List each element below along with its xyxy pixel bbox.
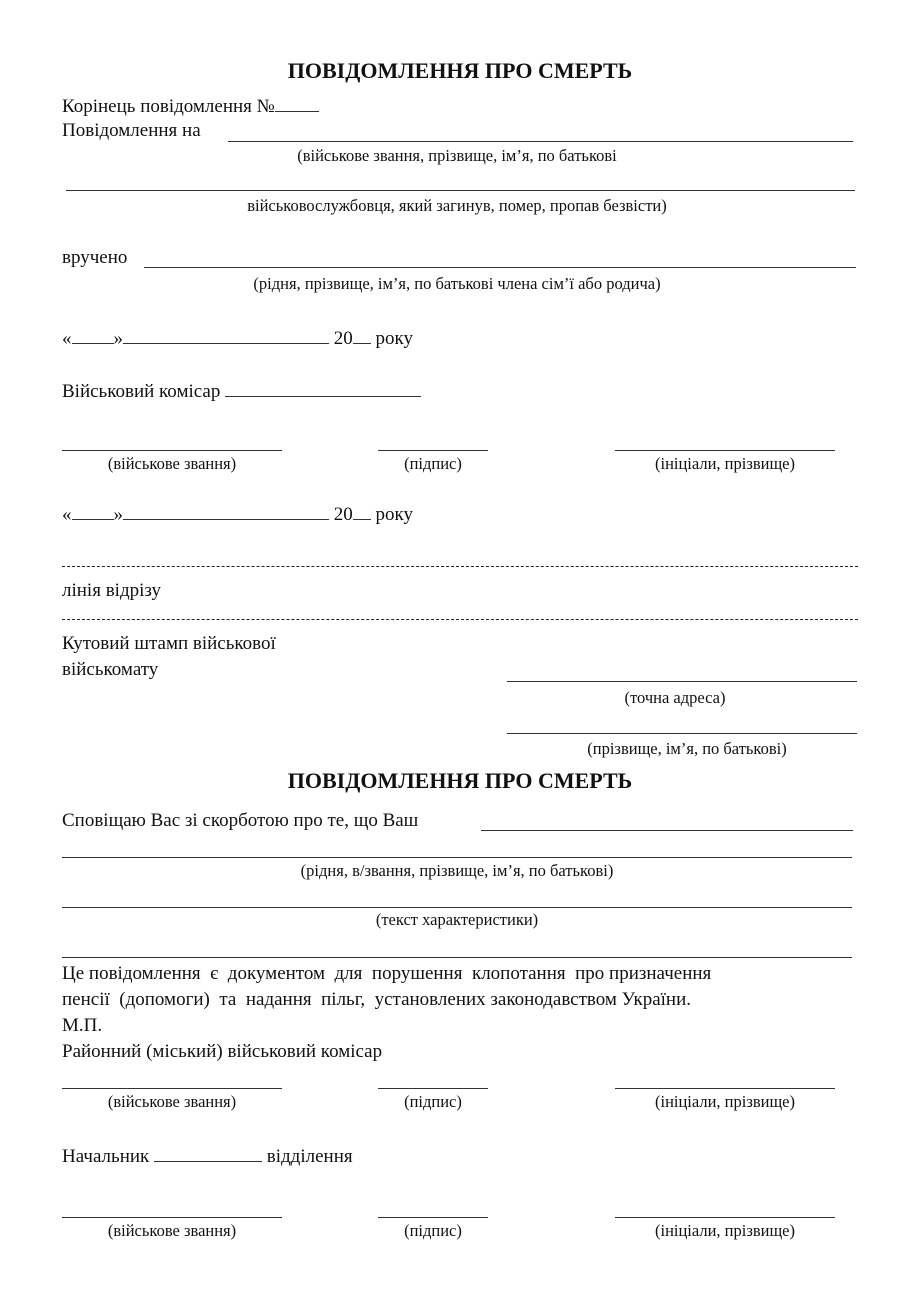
date-quote-close: »	[113, 328, 123, 349]
cut-line-top	[62, 566, 858, 567]
relative-field[interactable]	[481, 830, 853, 831]
date-year-field[interactable]	[353, 326, 371, 344]
stub-signature-field[interactable]	[378, 450, 488, 451]
stamp-label-2: військомату	[62, 659, 159, 680]
date-quote-close: »	[113, 504, 123, 525]
stub-rank-caption: (військове звання)	[107, 454, 237, 473]
commissar-row	[62, 379, 421, 403]
stub-name-field[interactable]	[615, 450, 835, 451]
date-year-suffix: року	[375, 504, 413, 525]
date-year-field[interactable]	[353, 502, 371, 520]
notice-title: ПОВІДОМЛЕННЯ ПРО СМЕРТЬ	[287, 768, 633, 793]
head-name-caption: (ініціали, прізвище)	[654, 1221, 796, 1240]
stub-name-caption: (ініціали, прізвище)	[654, 454, 796, 473]
commissar-signature-field[interactable]	[378, 1088, 488, 1089]
stub-date-row-1	[62, 326, 413, 350]
stub-number-row	[62, 94, 319, 118]
relative-caption: (рідня, в/звання, прізвище, ім’я, по батькові)	[300, 861, 614, 880]
head-department-field[interactable]	[154, 1144, 262, 1162]
head-signature-caption: (підпис)	[404, 1221, 462, 1240]
seal-label: М.П.	[62, 1015, 103, 1036]
commissar-label: Військовий комісар	[62, 381, 221, 402]
date-year-prefix: 20	[333, 328, 353, 349]
head-rank-caption: (військове звання)	[107, 1221, 237, 1240]
characteristics-field[interactable]	[62, 907, 852, 908]
stamp-label-1: Кутовий штамп військової	[62, 633, 276, 654]
legal-line-1: Це повідомлення є документом для порушення клопотання про призначення	[62, 963, 712, 984]
head-signature-field[interactable]	[378, 1217, 488, 1218]
notice-for-field-2[interactable]	[66, 190, 855, 191]
stub-date-row-2	[62, 502, 413, 526]
head-label: Начальник	[62, 1146, 150, 1167]
head-rank-field[interactable]	[62, 1217, 282, 1218]
stub-rank-field[interactable]	[62, 450, 282, 451]
date-quote-open: «	[62, 328, 72, 349]
stub-number-field[interactable]	[275, 94, 319, 112]
stub-title: ПОВІДОМЛЕННЯ ПРО СМЕРТЬ	[287, 58, 633, 83]
cut-line-label: лінія відрізу	[62, 580, 161, 601]
stub-number-label: Корінець повідомлення №	[62, 96, 275, 117]
notice-for-caption-1: (військове звання, прізвище, ім’я, по батькові	[297, 146, 617, 165]
district-commissar-label: Районний (міський) військовий комісар	[62, 1041, 383, 1062]
head-row	[62, 1144, 353, 1168]
stub-signature-caption: (підпис)	[404, 454, 462, 473]
commissar-name-caption: (ініціали, прізвище)	[654, 1092, 796, 1111]
characteristics-field-2[interactable]	[62, 957, 852, 958]
address-caption: (точна адреса)	[624, 688, 726, 707]
delivered-label: вручено	[62, 247, 128, 268]
cut-line-bottom	[62, 619, 858, 620]
address-field[interactable]	[507, 681, 857, 682]
characteristics-caption: (текст характеристики)	[375, 910, 539, 929]
delivered-caption: (рідня, прізвище, ім’я, по батькові члена сім’ї або родича)	[253, 274, 661, 293]
relative-field-2[interactable]	[62, 857, 852, 858]
recipient-caption: (прізвище, ім’я, по батькові)	[587, 739, 787, 758]
commissar-rank-field[interactable]	[62, 1088, 282, 1089]
date-month-field[interactable]	[123, 502, 329, 520]
intro-text: Сповіщаю Вас зі скорботою про те, що Ваш	[62, 810, 419, 831]
department-label: відділення	[266, 1146, 353, 1167]
commissar-signature-caption: (підпис)	[404, 1092, 462, 1111]
commissar-rank-caption: (військове звання)	[107, 1092, 237, 1111]
date-day-field[interactable]	[72, 502, 114, 520]
head-name-field[interactable]	[615, 1217, 835, 1218]
date-quote-open: «	[62, 504, 72, 525]
recipient-field[interactable]	[507, 733, 857, 734]
commissar-field[interactable]	[225, 379, 421, 397]
notice-for-label: Повідомлення на	[62, 120, 201, 141]
date-day-field[interactable]	[72, 326, 114, 344]
commissar-name-field[interactable]	[615, 1088, 835, 1089]
delivered-field[interactable]	[144, 267, 856, 268]
date-month-field[interactable]	[123, 326, 329, 344]
legal-line-2: пенсії (допомоги) та надання пільг, установлених законодавством України.	[62, 989, 691, 1010]
notice-for-caption-2: військовослужбовця, який загинув, помер, пропав безвісти)	[247, 196, 667, 215]
notice-for-field[interactable]	[228, 141, 853, 142]
date-year-prefix: 20	[333, 504, 353, 525]
date-year-suffix: року	[375, 328, 413, 349]
